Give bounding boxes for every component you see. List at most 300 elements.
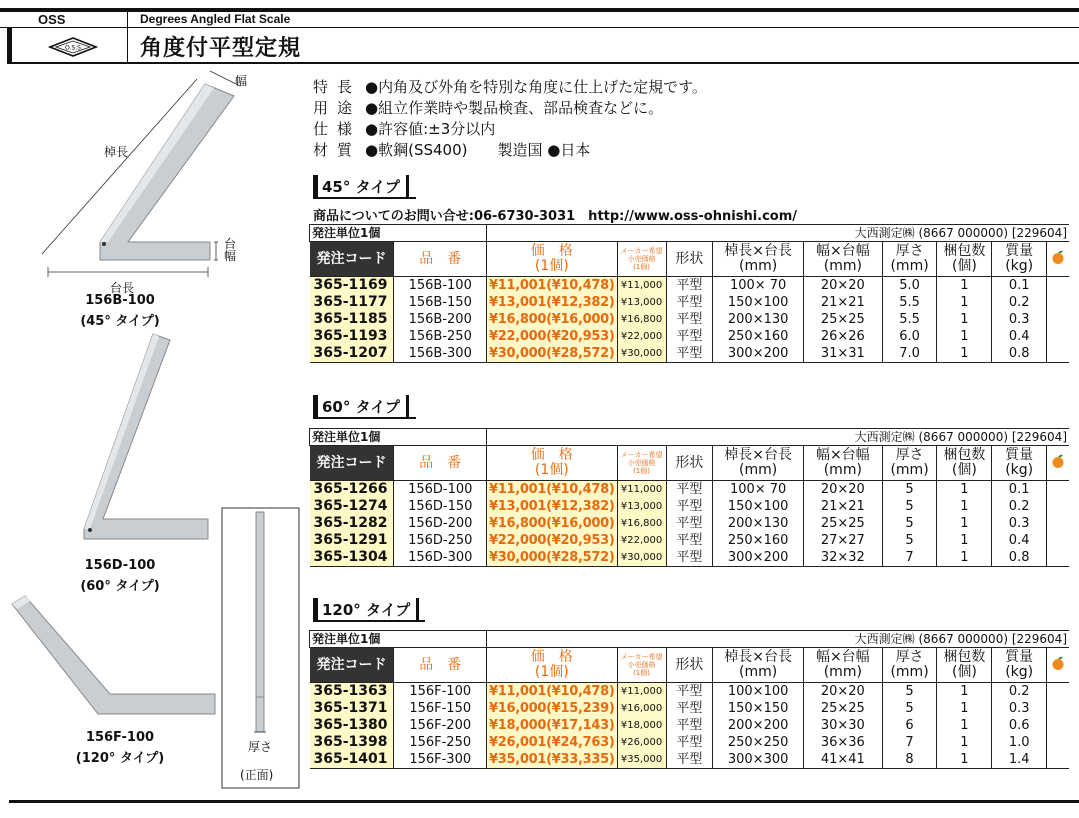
cell-mass: 0.1 [992,277,1047,295]
header-width [803,648,882,683]
cell-eco [1047,311,1069,328]
cell-eco [1047,294,1069,311]
cell-wid: 41×41 [803,751,882,769]
header-width-unit: (mm) [823,664,862,680]
cell-price: ¥11,001(¥10,478) [487,481,618,499]
header-shape: 形状 [666,446,713,481]
cell-pack: 1 [937,734,992,751]
cell-mass: 0.2 [992,683,1047,701]
cell-wid: 20×20 [803,683,882,701]
cell-wid: 20×20 [804,277,883,295]
cell-eco [1047,700,1070,717]
order-unit-row [310,631,1070,648]
cell-maker-price: ¥13,000 [617,294,666,311]
table-row [310,294,1070,311]
cell-thick: 5 [882,481,937,499]
cell-len: 300×300 [713,751,804,769]
cell-shape: 平型 [666,700,713,717]
cell-shape: 平型 [666,277,713,295]
header-pack-unit: (個) [951,258,977,274]
cell-item: 156D-250 [394,532,487,549]
cell-wid: 36×36 [803,734,882,751]
cell-thick: 7 [882,734,937,751]
header-code: 発注コード [310,242,394,277]
cell-price: ¥22,000(¥20,953) [487,328,618,345]
cell-len: 250×250 [713,734,804,751]
label-thickness: 厚さ [248,740,273,754]
header-length-unit: (mm) [739,258,778,274]
cell-item: 156F-100 [394,683,487,701]
cell-thick: 5 [882,498,937,515]
cell-price: ¥35,001(¥33,335) [487,751,618,769]
cell-mass: 0.2 [992,294,1047,311]
cell-item: 156B-200 [394,311,487,328]
cell-eco [1047,277,1069,295]
header-price-label: 価 格 [530,447,573,463]
cell-mass: 0.4 [992,328,1047,345]
cell-len: 200×200 [713,717,804,734]
order-unit-label: 発注単位1個 [310,631,487,648]
cell-mass: 0.6 [992,717,1047,734]
header-length [713,446,804,481]
cell-mass: 1.0 [992,734,1047,751]
cell-maker-price: ¥11,000 [617,481,666,499]
cell-mass: 0.4 [992,532,1047,549]
table-row [310,751,1070,769]
header-length-label: 棹長×台長 [724,649,792,665]
header-width [804,242,883,277]
header-mass-label: 質量 [1005,243,1034,259]
cell-len: 300×200 [713,549,804,567]
header-eco-cell [1047,648,1070,683]
cell-thick: 5.0 [882,277,937,295]
caption-120-model: 156F-100 [85,730,155,745]
header-pack [937,648,992,683]
cell-wid: 25×25 [803,515,882,532]
brand-name: OSS [38,12,66,27]
header-price-unit: (1個) [534,664,569,680]
cell-len: 150×150 [713,700,804,717]
header-price-unit: (1個) [534,462,569,478]
cell-order-code: 365-1363 [310,683,394,701]
header-eco-cell [1047,242,1069,277]
cell-thick: 8 [882,751,937,769]
maker-info: 大西測定㈱ (8667 000000) [229604] [487,429,1069,446]
cell-shape: 平型 [666,532,713,549]
cell-eco [1047,345,1069,363]
header-thick-label: 厚さ [895,649,924,665]
title-japanese: 角度付平型定規 [140,36,302,61]
table-45 [309,224,1069,363]
header-price [487,648,618,683]
header-width-label: 幅×台幅 [815,649,870,665]
cell-shape: 平型 [666,311,713,328]
cell-thick: 5 [882,700,937,717]
cell-len: 300×200 [713,345,804,363]
cell-len: 150×100 [713,498,804,515]
spec-use: 用途 ●組立作業時や製品検査、部品検査などに。 [313,99,664,117]
cell-wid: 26×26 [804,328,883,345]
cell-pack: 1 [937,294,992,311]
header-sub-rule [0,27,1079,28]
caption-45-type: (45° タイプ) [80,314,160,329]
table-row [310,700,1070,717]
table-row [310,683,1070,701]
label-base-width: 台 幅 [224,237,237,263]
order-unit-label: 発注単位1個 [310,429,487,446]
header-thick [882,446,937,481]
caption-60-type: (60° タイプ) [80,579,160,594]
table-row [310,515,1070,532]
cell-maker-price: ¥30,000 [617,345,666,363]
contact-info: 商品についてのお問い合せ:06-6730-3031 http://www.oss-ohnishi.com/ [313,209,798,224]
cell-item: 156D-200 [394,515,487,532]
cell-order-code: 365-1380 [310,717,394,734]
cell-order-code: 365-1193 [310,328,394,345]
table-row [310,498,1070,515]
table-header-row [310,648,1070,683]
header-maker-price [617,242,666,277]
label-base-length: 台長 [110,281,135,295]
header-maker-price-2: 小売価格 [627,255,656,263]
cell-eco [1046,498,1069,515]
cell-thick: 5.5 [882,294,937,311]
header-maker-price-1: メーカー希望 [620,653,663,661]
table-60 [309,428,1069,567]
spec-material: 材質 ●軟鋼(SS400) 製造国 ●日本 [313,141,591,159]
cell-maker-price: ¥22,000 [617,532,666,549]
maker-info: 大西測定㈱ (8667 000000) [229604] [487,225,1069,242]
cell-item: 156B-100 [394,277,487,295]
cell-item: 156B-300 [394,345,487,363]
table-row [310,717,1070,734]
cell-maker-price: ¥26,000 [617,734,666,751]
orange-fruit-icon [1051,453,1065,469]
cell-order-code: 365-1291 [310,532,394,549]
cell-pack: 1 [937,683,992,701]
cell-thick: 6 [882,717,937,734]
cell-pack: 1 [937,498,992,515]
header-item: 品 番 [394,242,487,277]
cell-item: 156F-300 [394,751,487,769]
cell-thick: 5 [882,515,937,532]
table-120 [309,630,1069,769]
cell-pack: 1 [937,328,992,345]
cell-price: ¥30,000(¥28,572) [487,549,618,567]
header-pack-label: 梱包数 [943,447,986,463]
cell-order-code: 365-1169 [310,277,394,295]
header-thick-label: 厚さ [895,243,924,259]
header-thick-unit: (mm) [890,258,929,274]
header-length-label: 棹長×台長 [724,243,793,259]
header-item: 品 番 [394,446,487,481]
cell-mass: 0.3 [992,700,1047,717]
cell-shape: 平型 [666,717,713,734]
cell-eco [1047,683,1070,701]
header-maker-price [617,446,666,481]
table-row [310,311,1070,328]
cell-len: 100× 70 [713,481,804,499]
cell-item: 156D-100 [394,481,487,499]
section-title-120: 120° タイプ [313,598,419,622]
cell-maker-price: ¥11,000 [617,277,666,295]
cell-maker-price: ¥18,000 [617,717,666,734]
oss-logo [48,37,98,57]
cell-order-code: 365-1304 [310,549,394,567]
cell-shape: 平型 [666,515,713,532]
cell-wid: 25×25 [804,311,883,328]
header-width-unit: (mm) [823,462,862,478]
cell-pack: 1 [937,751,992,769]
orange-fruit-icon [1051,655,1065,671]
cell-mass: 0.2 [992,498,1047,515]
header-left-bar [7,27,12,63]
cell-pack: 1 [937,532,992,549]
table-header-row [310,446,1070,481]
header-thick-unit: (mm) [890,462,929,478]
header-mass-unit: (kg) [1005,258,1034,274]
cell-maker-price: ¥35,000 [617,751,666,769]
header-pack [937,242,992,277]
cell-thick: 6.0 [882,328,937,345]
header-mass-label: 質量 [1005,447,1034,463]
header-length [713,648,804,683]
header-maker-price-3: (1個) [633,263,650,271]
cell-price: ¥11,001(¥10,478) [487,683,618,701]
header-shape: 形状 [666,242,713,277]
cell-wid: 25×25 [803,700,882,717]
cell-maker-price: ¥11,000 [617,683,666,701]
label-width: 幅 [235,74,248,88]
header-mass [992,242,1047,277]
header-length-unit: (mm) [739,664,778,680]
cell-price: ¥22,000(¥20,953) [487,532,618,549]
header-mass-unit: (kg) [1005,664,1034,680]
header-pack-unit: (個) [951,664,977,680]
cell-thick: 7 [882,549,937,567]
spec-spec: 仕様 ●許容値:±3分以内 [313,120,496,138]
cell-pack: 1 [937,481,992,499]
header-maker-price-3: (1個) [633,467,650,475]
cell-eco [1046,515,1069,532]
table-row [310,328,1070,345]
cell-item: 156F-150 [394,700,487,717]
header-width-unit: (mm) [823,258,862,274]
cell-order-code: 365-1371 [310,700,394,717]
cell-price: ¥16,000(¥15,239) [487,700,618,717]
header-length-unit: (mm) [739,462,778,478]
label-blade-length: 棹長 [104,145,129,159]
cell-price: ¥26,001(¥24,763) [487,734,618,751]
order-unit-row [310,225,1070,242]
cell-maker-price: ¥13,000 [617,498,666,515]
header-mass [992,446,1047,481]
cell-order-code: 365-1185 [310,311,394,328]
title-english: Degrees Angled Flat Scale [140,12,291,26]
header-width-label: 幅×台幅 [815,447,870,463]
cell-price: ¥18,000(¥17,143) [487,717,618,734]
cell-maker-price: ¥16,800 [617,311,666,328]
caption-60-model: 156D-100 [84,558,156,573]
cell-pack: 1 [937,345,992,363]
table-row [310,345,1070,363]
header-width-label: 幅×台幅 [815,243,870,259]
section-title-45: 45° タイプ [313,175,409,199]
cell-shape: 平型 [666,549,713,567]
order-unit-row [310,429,1070,446]
cell-maker-price: ¥16,000 [617,700,666,717]
header-maker-price-3: (1個) [633,669,650,677]
cell-thick: 5 [882,683,937,701]
order-unit-label: 発注単位1個 [310,225,487,242]
cell-wid: 30×30 [803,717,882,734]
header-maker-price-2: 小売価格 [627,661,656,669]
header-maker-price-2: 小売価格 [627,459,656,467]
header-item: 品 番 [394,648,487,683]
header-mass-label: 質量 [1005,649,1034,665]
header-thick [882,648,937,683]
cell-pack: 1 [937,515,992,532]
cell-item: 156F-250 [394,734,487,751]
header-pack [937,446,992,481]
cell-maker-price: ¥16,800 [617,515,666,532]
cell-pack: 1 [937,700,992,717]
cell-wid: 20×20 [803,481,882,499]
cell-eco [1047,328,1069,345]
header-price [487,446,618,481]
cell-mass: 0.3 [992,515,1047,532]
header-maker-price-1: メーカー希望 [620,247,663,255]
cell-thick: 7.0 [882,345,937,363]
cell-len: 200×130 [713,515,804,532]
cell-maker-price: ¥22,000 [617,328,666,345]
cell-mass: 0.8 [992,345,1047,363]
cell-order-code: 365-1207 [310,345,394,363]
cell-order-code: 365-1401 [310,751,394,769]
cell-order-code: 365-1282 [310,515,394,532]
header-length [713,242,804,277]
header-length-label: 棹長×台長 [724,447,792,463]
cell-len: 250×160 [713,328,804,345]
header-shape: 形状 [666,648,713,683]
header-price-unit: (1個) [534,258,569,274]
cell-shape: 平型 [666,498,713,515]
label-front-view: (正面) [240,768,274,782]
cell-shape: 平型 [666,328,713,345]
cell-price: ¥30,000(¥28,572) [487,345,618,363]
cell-order-code: 365-1177 [310,294,394,311]
cell-wid: 21×21 [803,498,882,515]
table-row [310,277,1070,295]
section-title-60: 60° タイプ [313,395,409,419]
cell-shape: 平型 [666,751,713,769]
cell-eco [1046,549,1069,567]
caption-120-type: (120° タイプ) [75,751,165,766]
cell-eco [1046,532,1069,549]
diagram-illustration [0,64,305,799]
cell-eco [1047,734,1070,751]
cell-thick: 5 [882,532,937,549]
table-row [310,734,1070,751]
header-width [803,446,882,481]
table-row [310,481,1070,499]
header-price [487,242,618,277]
header-thick-unit: (mm) [890,664,929,680]
header-divider [127,12,128,64]
cell-item: 156F-200 [394,717,487,734]
cell-len: 250×160 [713,532,804,549]
table-row [310,549,1070,567]
cell-wid: 21×21 [804,294,883,311]
header-price-label: 価 格 [530,243,573,259]
cell-len: 100×100 [713,683,804,701]
cell-order-code: 365-1266 [310,481,394,499]
cell-item: 156B-250 [394,328,487,345]
header-thick [882,242,937,277]
header-maker-price-1: メーカー希望 [620,451,663,459]
cell-item: 156D-300 [394,549,487,567]
cell-len: 150×100 [713,294,804,311]
cell-mass: 0.1 [992,481,1047,499]
header-eco-cell [1046,446,1069,481]
cell-item: 156B-150 [394,294,487,311]
orange-fruit-icon [1051,249,1065,265]
cell-price: ¥16,800(¥16,000) [487,311,618,328]
cell-item: 156D-150 [394,498,487,515]
cell-shape: 平型 [666,683,713,701]
cell-price: ¥13,001(¥12,382) [487,294,618,311]
cell-pack: 1 [937,311,992,328]
header-thick-label: 厚さ [895,447,924,463]
cell-mass: 0.3 [992,311,1047,328]
cell-pack: 1 [937,717,992,734]
table-row [310,532,1070,549]
cell-eco [1046,481,1069,499]
cell-maker-price: ¥30,000 [617,549,666,567]
header-pack-unit: (個) [951,462,977,478]
cell-order-code: 365-1398 [310,734,394,751]
cell-wid: 27×27 [803,532,882,549]
cell-shape: 平型 [666,345,713,363]
header-mass-unit: (kg) [1005,462,1034,478]
logo-text: O.S.S [65,44,81,52]
header-mass [992,648,1047,683]
cell-wid: 31×31 [804,345,883,363]
header-code: 発注コード [310,648,394,683]
cell-mass: 0.8 [992,549,1047,567]
cell-price: ¥11,001(¥10,478) [487,277,618,295]
cell-pack: 1 [937,277,992,295]
cell-mass: 1.4 [992,751,1047,769]
footer-rule [9,800,1079,803]
spec-feature: 特長 ●内角及び外角を特別な角度に仕上げた定規です。 [313,78,707,96]
cell-price: ¥16,800(¥16,000) [487,515,618,532]
cell-len: 100× 70 [713,277,804,295]
cell-shape: 平型 [666,481,713,499]
header-code: 発注コード [310,446,394,481]
cell-shape: 平型 [666,294,713,311]
header-pack-label: 梱包数 [943,649,986,665]
cell-shape: 平型 [666,734,713,751]
header-maker-price [617,648,666,683]
maker-info: 大西測定㈱ (8667 000000) [229604] [487,631,1069,648]
cell-price: ¥13,001(¥12,382) [487,498,618,515]
caption-45-model: 156B-100 [85,293,155,308]
cell-eco [1047,717,1070,734]
cell-len: 200×130 [713,311,804,328]
cell-order-code: 365-1274 [310,498,394,515]
table-header-row [310,242,1070,277]
